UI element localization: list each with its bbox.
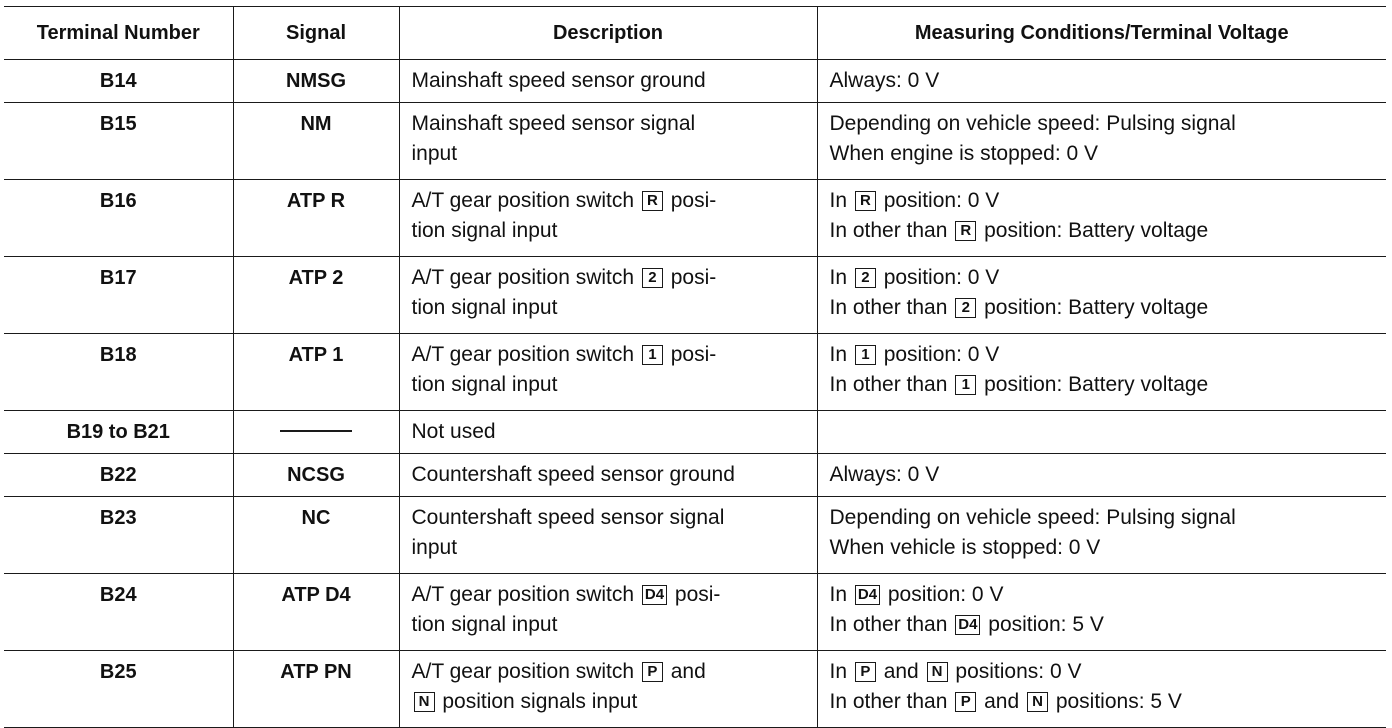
conditions-cell bbox=[817, 454, 1386, 497]
terminal-number-cell: B19 to B21 bbox=[4, 411, 233, 454]
table-row bbox=[4, 60, 1386, 103]
signal-cell: ATP R bbox=[233, 180, 399, 257]
signal-cell: NC bbox=[233, 497, 399, 574]
description-line: tion signal input bbox=[411, 373, 558, 396]
description-cell bbox=[399, 257, 817, 334]
signal-cell: ATP 1 bbox=[233, 334, 399, 411]
terminal-number-cell: B16 bbox=[4, 180, 233, 257]
gear-position-box-icon: N bbox=[1027, 692, 1048, 712]
terminal-number-cell: B22 bbox=[4, 454, 233, 497]
header-row bbox=[4, 7, 1386, 60]
description-line: A/T gear position switch 2 posi- bbox=[411, 266, 717, 289]
terminal-number-cell: B14 bbox=[4, 60, 233, 103]
conditions-line: In other than R position: Battery voltage bbox=[829, 219, 1209, 242]
conditions-line: Depending on vehicle speed: Pulsing signal bbox=[829, 112, 1236, 135]
conditions-cell bbox=[817, 651, 1386, 728]
description-cell bbox=[399, 497, 817, 574]
gear-position-box-icon: P bbox=[642, 662, 663, 682]
gear-position-box-icon: 1 bbox=[642, 345, 663, 365]
conditions-line: In other than D4 position: 5 V bbox=[829, 613, 1104, 636]
signal-cell: NMSG bbox=[233, 60, 399, 103]
conditions-line: In 1 position: 0 V bbox=[829, 343, 1000, 366]
conditions-cell bbox=[817, 497, 1386, 574]
conditions-line: When engine is stopped: 0 V bbox=[829, 142, 1099, 165]
conditions-line: In D4 position: 0 V bbox=[829, 583, 1004, 606]
description-cell bbox=[399, 454, 817, 497]
table-row bbox=[4, 497, 1386, 574]
description-line: A/T gear position switch 1 posi- bbox=[411, 343, 717, 366]
description-cell bbox=[399, 574, 817, 651]
description-cell bbox=[399, 103, 817, 180]
signal-cell: ATP 2 bbox=[233, 257, 399, 334]
signal-cell: ATP D4 bbox=[233, 574, 399, 651]
description-line: N position signals input bbox=[412, 687, 805, 717]
header-terminal-number: Terminal Number bbox=[4, 7, 233, 60]
table-row bbox=[4, 180, 1386, 257]
table-row bbox=[4, 103, 1386, 180]
conditions-line: Depending on vehicle speed: Pulsing signal bbox=[829, 506, 1236, 529]
description-line: input bbox=[411, 142, 458, 165]
table-row bbox=[4, 411, 1386, 454]
conditions-cell bbox=[817, 334, 1386, 411]
description-cell bbox=[399, 180, 817, 257]
gear-position-box-icon: D4 bbox=[642, 585, 667, 605]
header-description: Description bbox=[399, 7, 817, 60]
description-line: A/T gear position switch D4 posi- bbox=[411, 583, 721, 606]
description-line: tion signal input bbox=[411, 613, 558, 636]
conditions-line: Always: 0 V bbox=[829, 69, 940, 92]
conditions-line: In other than 2 position: Battery voltage bbox=[829, 296, 1209, 319]
gear-position-box-icon: R bbox=[955, 221, 976, 241]
description-cell bbox=[399, 60, 817, 103]
signal-cell bbox=[233, 411, 399, 454]
description-line: Not used bbox=[411, 420, 496, 443]
gear-position-box-icon: 1 bbox=[855, 345, 876, 365]
conditions-line: When vehicle is stopped: 0 V bbox=[829, 536, 1101, 559]
conditions-line: In other than P and N positions: 5 V bbox=[829, 690, 1182, 713]
not-used-dash bbox=[280, 430, 352, 432]
description-line: Countershaft speed sensor ground bbox=[411, 463, 735, 486]
description-line: A/T gear position switch P and bbox=[411, 660, 706, 683]
signal-cell: ATP PN bbox=[233, 651, 399, 728]
conditions-line: In 2 position: 0 V bbox=[829, 266, 1000, 289]
description-line: A/T gear position switch R posi- bbox=[411, 189, 717, 212]
conditions-line: In P and N positions: 0 V bbox=[829, 660, 1082, 683]
header-signal: Signal bbox=[233, 7, 399, 60]
description-cell bbox=[399, 334, 817, 411]
terminal-number-cell: B25 bbox=[4, 651, 233, 728]
gear-position-box-icon: P bbox=[955, 692, 976, 712]
conditions-line: In other than 1 position: Battery voltage bbox=[829, 373, 1209, 396]
gear-position-box-icon: R bbox=[642, 191, 663, 211]
table-row bbox=[4, 334, 1386, 411]
description-line: tion signal input bbox=[411, 296, 558, 319]
description-cell bbox=[399, 411, 817, 454]
gear-position-box-icon: D4 bbox=[855, 585, 880, 605]
conditions-cell bbox=[817, 411, 1386, 454]
table-row bbox=[4, 454, 1386, 497]
conditions-cell bbox=[817, 180, 1386, 257]
terminal-number-cell: B17 bbox=[4, 257, 233, 334]
description-cell bbox=[399, 651, 817, 728]
conditions-line: In R position: 0 V bbox=[829, 189, 1000, 212]
table-row bbox=[4, 257, 1386, 334]
terminal-number-cell: B15 bbox=[4, 103, 233, 180]
gear-position-box-icon: 2 bbox=[855, 268, 876, 288]
gear-position-box-icon: N bbox=[414, 692, 435, 712]
signal-cell: NCSG bbox=[233, 454, 399, 497]
header-conditions: Measuring Conditions/Terminal Voltage bbox=[817, 7, 1386, 60]
conditions-cell bbox=[817, 103, 1386, 180]
gear-position-box-icon: N bbox=[927, 662, 948, 682]
conditions-cell bbox=[817, 257, 1386, 334]
description-line: Mainshaft speed sensor ground bbox=[411, 69, 706, 92]
gear-position-box-icon: 1 bbox=[955, 375, 976, 395]
table-row bbox=[4, 651, 1386, 728]
conditions-cell bbox=[817, 60, 1386, 103]
table-body bbox=[4, 60, 1386, 728]
terminal-number-cell: B18 bbox=[4, 334, 233, 411]
signal-cell: NM bbox=[233, 103, 399, 180]
conditions-cell bbox=[817, 574, 1386, 651]
terminal-number-cell: B24 bbox=[4, 574, 233, 651]
gear-position-box-icon: 2 bbox=[955, 298, 976, 318]
description-line: tion signal input bbox=[411, 219, 558, 242]
description-line: Mainshaft speed sensor signal bbox=[411, 112, 696, 135]
description-line: Countershaft speed sensor signal bbox=[411, 506, 725, 529]
gear-position-box-icon: P bbox=[855, 662, 876, 682]
terminal-number-cell: B23 bbox=[4, 497, 233, 574]
gear-position-box-icon: D4 bbox=[955, 615, 980, 635]
gear-position-box-icon: 2 bbox=[642, 268, 663, 288]
terminal-table bbox=[4, 6, 1386, 728]
description-line: input bbox=[411, 536, 458, 559]
gear-position-box-icon: R bbox=[855, 191, 876, 211]
table-row bbox=[4, 574, 1386, 651]
conditions-line: Always: 0 V bbox=[829, 463, 940, 486]
